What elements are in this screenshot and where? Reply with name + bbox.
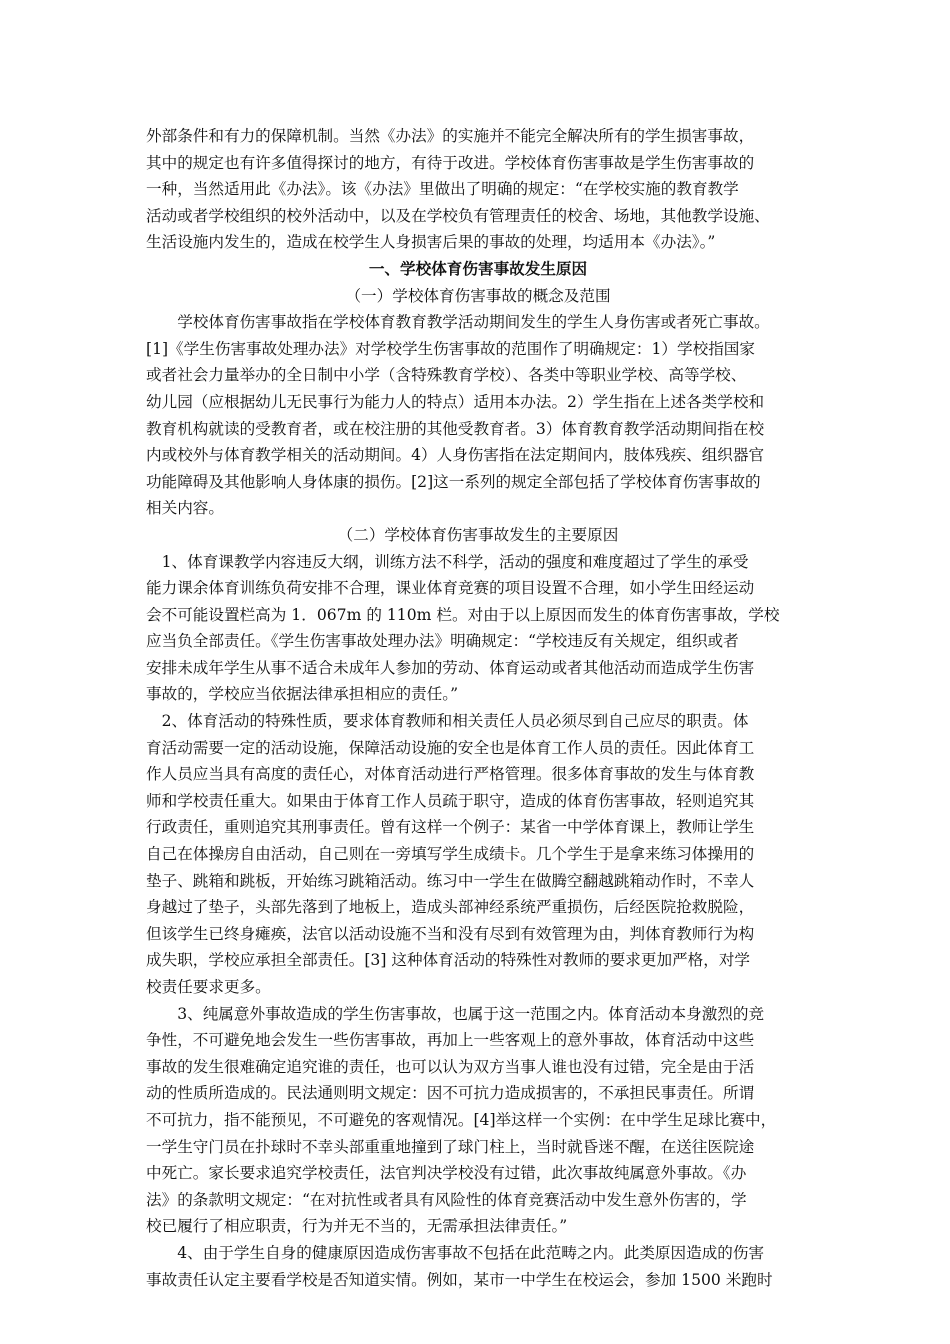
paragraph-line: 校已履行了相应职责，行为并无不当的，无需承担法律责任。” xyxy=(146,1217,568,1236)
paragraph-line: 法》的条款明文规定：“在对抗性或者具有风险性的体育竞赛活动中发生意外伤害的，学 xyxy=(146,1190,747,1209)
paragraph-line: 会不可能设置栏高为 1．067m 的 110m 栏。对由于以上原因而发生的体育伤害事故，学校 xyxy=(146,605,780,624)
paragraph-line: 事故责任认定主要看学校是否知道实情。例如，某市一中学生在校运会，参加 1500 米跑时 xyxy=(146,1270,773,1289)
paragraph-line: 育活动需要一定的活动设施，保障活动设施的安全也是体育工作人员的责任。因此体育工 xyxy=(146,738,755,757)
paragraph-line: 幼儿园（应根据幼儿无民事行为能力人的特点）适用本办法。2）学生指在上述各类学校和 xyxy=(146,392,765,411)
paragraph-line: 自己在体操房自由活动，自己则在一旁填写学生成绩卡。几个学生于是拿来练习体操用的 xyxy=(146,845,755,864)
paragraph-line: 内或校外与体育教学相关的活动期间。4）人身伤害指在法定期间内，肢体残疾、组织器官 xyxy=(146,446,765,465)
paragraph-line: 校责任要求更多。 xyxy=(146,978,271,996)
paragraph-line: 学校体育伤害事故指在学校体育教育教学活动期间发生的学生人身伤害或者死亡事故。 xyxy=(146,313,770,332)
paragraph-line: 外部条件和有力的保障机制。当然《办法》的实施并不能完全解决所有的学生损害事故， xyxy=(146,127,755,145)
paragraph-line: 1、体育课教学内容违反大纲，训练方法不科学，活动的强度和难度超过了学生的承受 xyxy=(146,552,749,571)
paragraph-line: 成失职，学校应承担全部责任。[3] 这种体育活动的特殊性对教师的要求更加严格，对学 xyxy=(146,951,751,970)
paragraph-line: 事故的，学校应当依据法律承担相应的责任。” xyxy=(146,685,459,704)
paragraph-line: 事故的发生很难确定追究谁的责任，也可以认为双方当事人谁也没有过错，完全是由于活 xyxy=(146,1057,755,1076)
paragraph-line: 4、由于学生自身的健康原因造成伤害事故不包括在此范畴之内。此类原因造成的伤害 xyxy=(146,1243,765,1262)
paragraph-line: 2、体育活动的特殊性质，要求体育教师和相关责任人员必须尽到自己应尽的职责。体 xyxy=(146,712,749,731)
paragraph-line: 功能障碍及其他影响人身体康的损伤。[2]这一系列的规定全部包括了学校体育伤害事故的 xyxy=(146,472,761,491)
paragraph-line: 行政责任，重则追究其刑事责任。曾有这样一个例子：某省一中学体育课上，教师让学生 xyxy=(146,818,755,837)
paragraph-line: 动的性质所造成的。民法通则明文规定：因不可抗力造成损害的，不承担民事责任。所谓 xyxy=(146,1084,755,1103)
paragraph-line: 师和学校责任重大。如果由于体育工作人员疏于职守，造成的体育伤害事故，轻则追究其 xyxy=(146,791,755,810)
paragraph-line: 一种，当然适用此《办法》。该《办法》里做出了明确的规定：“在学校实施的教育教学 xyxy=(146,180,739,199)
paragraph-line: 但该学生已终身瘫痪，法官以活动设施不当和没有尽到有效管理为由，判体育教师行为构 xyxy=(146,924,755,943)
paragraph-line: 其中的规定也有许多值得探讨的地方，有待于改进。学校体育伤害事故是学生伤害事故的 xyxy=(146,153,755,172)
subsection-heading: （二）学校体育伤害事故发生的主要原因 xyxy=(337,525,619,544)
paragraph-line: 活动或者学校组织的校外活动中，以及在学校负有管理责任的校舍、场地，其他教学设施、 xyxy=(146,206,770,225)
paragraph-line: 中死亡。家长要求追究学校责任，法官判决学校没有过错，此次事故纯属意外事故。《办 xyxy=(146,1164,747,1183)
paragraph-line: 安排未成年学生从事不适合未成年人参加的劳动、体育运动或者其他活动而造成学生伤害 xyxy=(146,658,755,677)
paragraph-line: 3、纯属意外事故造成的学生伤害事故，也属于这一范围之内。体育活动本身激烈的竞 xyxy=(146,1004,765,1023)
paragraph-line: 生活设施内发生的，造成在校学生人身损害后果的事故的处理，均适用本《办法》。” xyxy=(146,233,716,252)
paragraph-line: 作人员应当具有高度的责任心，对体育活动进行严格管理。很多体育事故的发生与体育教 xyxy=(146,765,755,784)
paragraph-line: 一学生守门员在扑球时不幸头部重重地撞到了球门柱上，当时就昏迷不醒，在送往医院途 xyxy=(146,1137,755,1156)
paragraph-line: 身越过了垫子，头部先落到了地板上，造成头部神经系统严重损伤，后经医院抢救脱险， xyxy=(146,898,755,917)
paragraph-line: 争性，不可避免地会发生一些伤害事故，再加上一些客观上的意外事故，体育活动中这些 xyxy=(146,1031,755,1050)
paragraph-line: 垫子、跳箱和跳板，开始练习跳箱活动。练习中一学生在做腾空翻越跳箱动作时，不幸人 xyxy=(146,871,755,890)
paragraph-line: 不可抗力，指不能预见，不可避免的客观情况。[4]举这样一个实例：在中学生足球比赛中， xyxy=(146,1110,777,1129)
paragraph-line: 应当负全部责任。《学生伤害事故处理办法》明确规定：“学校违反有关规定，组织或者 xyxy=(146,632,739,651)
paragraph-line: [1]《学生伤害事故处理办法》对学校学生伤害事故的范围作了明确规定：1）学校指国家 xyxy=(146,339,755,358)
subsection-heading: （一）学校体育伤害事故的概念及范围 xyxy=(345,286,611,305)
section-heading: 一、学校体育伤害事故发生原因 xyxy=(368,258,588,278)
paragraph-line: 教育机构就读的受教育者，或在校注册的其他受教育者。3）体育教育教学活动期间指在校 xyxy=(146,419,765,438)
paragraph-line: 或者社会力量举办的全日制中小学（含特殊教育学校）、各类中等职业学校、高等学校、 xyxy=(146,366,747,385)
paragraph-line: 能力课余体育训练负荷安排不合理，课业体育竞赛的项目设置不合理，如小学生田经运动 xyxy=(146,579,755,598)
paragraph-line: 相关内容。 xyxy=(146,499,224,518)
document-body xyxy=(146,123,810,1293)
